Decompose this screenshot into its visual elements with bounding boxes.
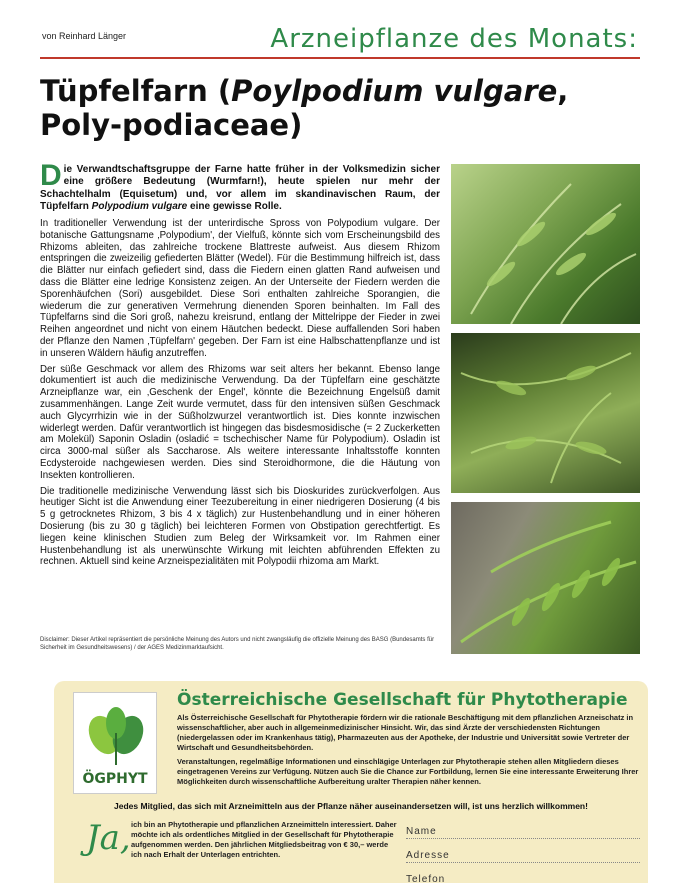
oegphyt-logo <box>73 692 157 794</box>
drop-cap: D <box>40 159 62 192</box>
name-field[interactable]: Name <box>406 826 640 839</box>
article-body <box>40 218 440 572</box>
leaf-icon <box>74 693 158 773</box>
series-title: Arzneipflanze des Monats: <box>270 24 638 54</box>
society-description <box>177 713 639 791</box>
article-title: Tüpfelfarn (Poylpodium vulgare, Poly-podiaceae) <box>40 74 569 142</box>
disclaimer: Disclaimer: Dieser Artikel repräsentiert die persönliche Meinung des Autors und nicht zwangsläufig die offizielle Meinung des BASG (Bundesamts für Sicherheit im Gesundheitswesens) / der AGES Medizinmarktaufsicht. <box>40 637 435 651</box>
ja-heading: Ja, <box>86 818 131 858</box>
welcome-text: Jedes Mitglied, das sich mit Arzneimitteln aus der Pflanze näher auseinandersetzen will, ist uns herzlich willkommen! <box>114 801 588 811</box>
address-field[interactable]: Adresse <box>406 850 640 863</box>
phone-field[interactable]: Telefon <box>406 874 640 883</box>
society-paragraph: Als Österreichische Gesellschaft für Phytotherapie fördern wir die rationale Beschäftigung mit dem pflanzlichen Arzneischatz in wissenschaftlicher, aber auch in allgemeinmedizinischer Hinsicht. Wir, das sind Ärzte der verschiedensten Richtungen (niedergelassen oder im Krankenhaus tätig), Pharmazeuten aus der Apotheke, der Industrie und Universität sowie Vertreter der Wirtschaft und Gesundheitsbehörden. <box>177 713 634 752</box>
header-divider <box>40 57 640 59</box>
fern-photo-2 <box>451 333 640 493</box>
lead-paragraph: Die Verwandtschaftsgruppe der Farne hatte früher in der Volksmedizin sicher eine größere Bedeutung (Wurmfarn!), heute spielen nur mehr der Schachtelhalm (Equisetum) und, vor allem im skandinavischen Raum, der Tüpfelfarn Polypodium vulgare eine gewisse Rolle. <box>40 159 440 213</box>
body-paragraph: Die traditionelle medizinische Verwendung lässt sich bis Dioskurides zurückverfolgen. Aus heutiger Sicht ist die Anwendung einer Teezubereitung in einer niedrigeren Dosierung (4 bis 5 g getrocknetes Rhizom, 3 bis 4 x täglich) zur Hustenbehandlung und in einer höheren Dosierung (bis zu 30 g täglich) bei leichteren Formen von Obstipation gerechtfertigt. Es liegen keine klinischen Studien zum Beleg der Wirksamkeit vor. Im Rahmen einer Hustenbehandlung ist als unerwünschte Wirkung mit leichten abführenden Effekten zu rechnen. Aktuell sind keine Arzneispezialitäten mit Polypodii rhizoma am Markt. <box>40 485 440 568</box>
society-title: Österreichische Gesellschaft für Phytotherapie <box>177 690 628 710</box>
fern-photo-3 <box>451 502 640 654</box>
logo-text: ÖGPHYT <box>82 771 148 787</box>
body-paragraph: In traditioneller Verwendung ist der unterirdische Spross von Polypodium vulgare. Der botanische Gattungsname ‚Polypodium', der Vielfuß, könnte sich vom Erscheinungsbild des Rhizoms ableiten, das zahlreiche trockene Blattreste aufweist. Aus diesem Rhizom entspringen die zweizeilig gefiederten Blätter (Wedel). Für die Bestimmung hilfreich ist, dass die Blätter nur einfach gefiedert sind, dass die Fiedern einen glatten Rand aufweisen und dass die Blätter eine ledrige Konsistenz zeigen. An der Unterseite der Fiedern werden die Sporenhäufchen (Sori) ausgebildet. Diese Sori enthalten zahlreiche Sporangien, die wiederum die zur generativen Vermehrung dienenden Sporen beinhalten. Im Fall des Tüpfelfarns sind die Sori groß, nahezu kreisrund, entlang der Mittelrippe der Fieder in zwei Reihen angeordnet und nicht von einem Häutchen bedeckt. Diese auffallenden Sori haben der Pflanze den Namen ‚Tüpfelfarn' gegeben. Der Farn ist eine Halbschattenpflanze und ist in unseren Wäldern häufig anzutreffen. <box>40 218 440 359</box>
author-byline: von Reinhard Länger <box>42 31 127 41</box>
body-paragraph: Der süße Geschmack vor allem des Rhizoms war seit alters her bekannt. Ebenso lange dokumentiert ist auch die medizinische Verwendung. Da der Tüpfelfarn eine geschätzte Arzneipflanze war, ein ‚Geschenk der Engel', könnte die Bezeichnung Engelsüß damit zusammenhängen. Lange Zeit wurde vermutet, dass für den intensiven süßen Geschmack auch Glycyrrhizin wie in der Süßholzwurzel verantwortlich ist. Dies konnte inzwischen widerlegt werden. Dafür verantwortlich ist hingegen das bisdesmosidische (= 2 Zuckerketten am Molekül) Saponin Osladin (osladić = tschechischer Name für Polypodium). Osladin ist circa 3000-mal süßer als Saccharose. Als weitere interessante Inhaltsstoffe konnten Ecdysteroide nachgewiesen werden. Dies sind Steroidhormone, die die Häutung von Insekten kontrollieren. <box>40 363 440 481</box>
society-paragraph: Veranstaltungen, regelmäßige Informationen und einschlägige Unterlagen zur Phytotherapie stehen allen Mitgliedern dieses eingetragenen Vereins zur Verfügung. Nützen auch Sie die Chance zur Fortbildung, lernen Sie eine interessante Erweiterung Ihrer Möglichkeiten durch wissenschaftliche Aufbereitung uralter Therapien näher kennen. <box>177 757 639 786</box>
fern-photo-1 <box>451 164 640 324</box>
membership-text: ich bin an Phytotherapie und pflanzlichen Arzneimitteln interessiert. Daher möchte ich als ordentliches Mitglied in der Gesellschaft für Phytotherapie aufgenommen werden. Den jährlichen Mitgliedsbeitrag von € 30,– werde ich nach Erhalt der Unterlagen entrichten. <box>131 820 397 859</box>
